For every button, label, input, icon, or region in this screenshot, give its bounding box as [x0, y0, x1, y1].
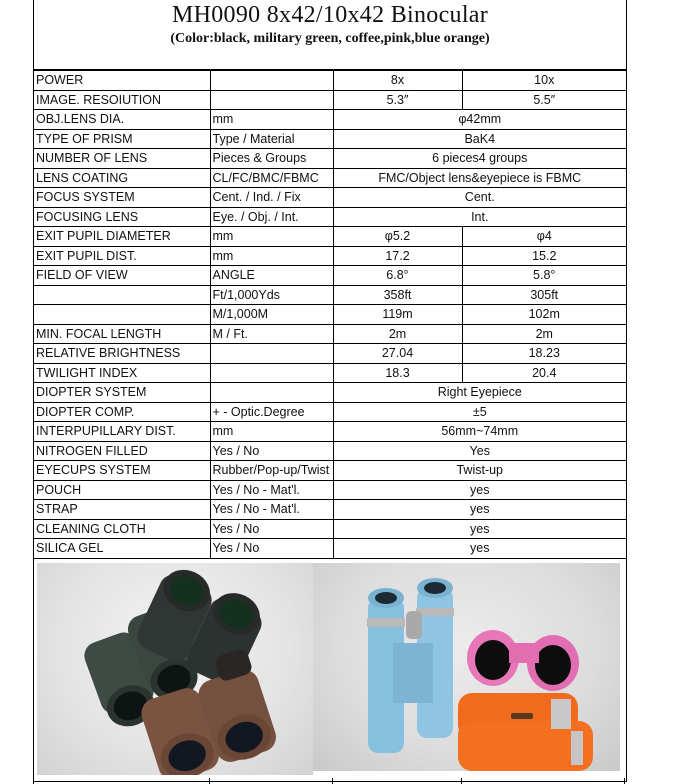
table-row: [34, 344, 626, 364]
spec-value: Right Eyepiece: [333, 383, 626, 403]
page-title: MH0090 8x42/10x42 Binocular: [171, 2, 489, 28]
spec-value: BaK4: [333, 129, 626, 149]
spec-label: DIOPTER SYSTEM: [34, 383, 210, 403]
spec-value: ±5: [333, 402, 626, 422]
title-box: [34, 0, 626, 70]
spec-value-10x: 5.5″: [462, 90, 626, 110]
spec-unit: [210, 344, 333, 364]
spec-label: CLEANING CLOTH: [34, 519, 210, 539]
table-row: [34, 207, 626, 227]
table-row: [34, 188, 626, 208]
spec-label: DIOPTER COMP.: [34, 402, 210, 422]
spec-value-10x: 15.2: [462, 246, 626, 266]
spec-unit: [210, 383, 333, 403]
spec-value: 6 pieces4 groups: [333, 149, 626, 169]
spec-label: EXIT PUPIL DIAMETER: [34, 227, 210, 247]
spec-value: FMC/Object lens&eyepiece is FBMC: [333, 168, 626, 188]
spec-unit: Type / Material: [210, 129, 333, 149]
spec-value-8x: 8x: [333, 71, 462, 91]
table-row: [34, 519, 626, 539]
spec-value: φ42mm: [333, 110, 626, 130]
spec-unit: Yes / No: [210, 539, 333, 559]
spec-value-10x: 305ft: [462, 285, 626, 305]
spec-unit: Pieces & Groups: [210, 149, 333, 169]
table-row: [34, 480, 626, 500]
spec-value-10x: 5.8°: [462, 266, 626, 286]
spec-label: TYPE OF PRISM: [34, 129, 210, 149]
next-table-row-edge: [33, 778, 625, 784]
table-row: [34, 266, 626, 286]
spec-value-10x: 20.4: [462, 363, 626, 383]
spec-unit: [210, 71, 333, 91]
spec-label: OBJ.LENS DIA.: [34, 110, 210, 130]
spec-value: yes: [333, 539, 626, 559]
table-row: [34, 285, 626, 305]
spec-label: RELATIVE BRIGHTNESS: [34, 344, 210, 364]
spec-value-8x: 27.04: [333, 344, 462, 364]
spec-label: IMAGE. RESOIUTION: [34, 90, 210, 110]
spec-unit: Cent. / Ind. / Fix: [210, 188, 333, 208]
spec-unit: Rubber/Pop-up/Twist: [210, 461, 333, 481]
table-row: [34, 129, 626, 149]
spec-unit: mm: [210, 110, 333, 130]
table-row: [34, 324, 626, 344]
spec-unit: mm: [210, 422, 333, 442]
spec-label: NUMBER OF LENS: [34, 149, 210, 169]
spec-unit: Yes / No: [210, 441, 333, 461]
table-row: [34, 461, 626, 481]
table-row: [34, 71, 626, 91]
spec-table: [34, 70, 626, 559]
table-row: [34, 305, 626, 325]
spec-value-8x: 17.2: [333, 246, 462, 266]
spec-unit: Ft/1,000Yds: [210, 285, 333, 305]
spec-unit: ANGLE: [210, 266, 333, 286]
spec-label: POWER: [34, 71, 210, 91]
spec-value-8x: 358ft: [333, 285, 462, 305]
spec-value: Yes: [333, 441, 626, 461]
spec-label: SILICA GEL: [34, 539, 210, 559]
spec-label: EXIT PUPIL DIST.: [34, 246, 210, 266]
spec-label: NITROGEN FILLED: [34, 441, 210, 461]
spec-value: Cent.: [333, 188, 626, 208]
spec-value-10x: 2m: [462, 324, 626, 344]
spec-label: FOCUS SYSTEM: [34, 188, 210, 208]
spec-unit: CL/FC/BMC/FBMC: [210, 168, 333, 188]
table-row: [34, 422, 626, 442]
spec-label: MIN. FOCAL LENGTH: [34, 324, 210, 344]
spec-value: Twist-up: [333, 461, 626, 481]
spec-unit: + - Optic.Degree: [210, 402, 333, 422]
spec-label: FOCUSING LENS: [34, 207, 210, 227]
spec-label: [34, 285, 210, 305]
table-row: [34, 500, 626, 520]
spec-unit: M / Ft.: [210, 324, 333, 344]
spec-value-10x: φ4: [462, 227, 626, 247]
spec-unit: Yes / No: [210, 519, 333, 539]
spec-unit: mm: [210, 227, 333, 247]
table-row: [34, 90, 626, 110]
spec-label: LENS COATING: [34, 168, 210, 188]
spec-value-8x: φ5.2: [333, 227, 462, 247]
photo-green-coffee-binoculars: [37, 563, 313, 775]
table-row: [34, 246, 626, 266]
spec-value: Int.: [333, 207, 626, 227]
table-row: [34, 110, 626, 130]
spec-unit: [210, 90, 333, 110]
spec-value-10x: 18.23: [462, 344, 626, 364]
table-row: [34, 149, 626, 169]
spec-label: POUCH: [34, 480, 210, 500]
binoculars-colorful-icon: [313, 563, 620, 771]
spec-value-8x: 18.3: [333, 363, 462, 383]
spec-value: 56mm~74mm: [333, 422, 626, 442]
spec-value-8x: 5.3″: [333, 90, 462, 110]
spec-value-8x: 2m: [333, 324, 462, 344]
spec-value: yes: [333, 500, 626, 520]
table-row: [34, 402, 626, 422]
spec-label: FIELD OF VIEW: [34, 266, 210, 286]
spec-unit: Eye. / Obj. / Int.: [210, 207, 333, 227]
table-row: [34, 441, 626, 461]
spec-value-8x: 6.8°: [333, 266, 462, 286]
binoculars-dark-icon: [37, 563, 313, 775]
spec-label: TWILIGHT INDEX: [34, 363, 210, 383]
photo-blue-pink-orange-binoculars: [313, 563, 620, 771]
table-row: [34, 539, 626, 559]
spec-unit: M/1,000M: [210, 305, 333, 325]
spec-label: INTERPUPILLARY DIST.: [34, 422, 210, 442]
spec-unit: [210, 363, 333, 383]
table-row: [34, 383, 626, 403]
spec-value-8x: 119m: [333, 305, 462, 325]
table-row: [34, 227, 626, 247]
spec-value-10x: 102m: [462, 305, 626, 325]
spec-label: EYECUPS SYSTEM: [34, 461, 210, 481]
spec-value: yes: [333, 480, 626, 500]
spec-unit: Yes / No - Mat'l.: [210, 500, 333, 520]
spec-value-10x: 10x: [462, 71, 626, 91]
table-row: [34, 363, 626, 383]
product-photos: [34, 559, 626, 782]
color-options: (Color:black, military green, coffee,pink,blue orange): [170, 31, 490, 46]
spec-value: yes: [333, 519, 626, 539]
spec-sheet: [33, 0, 627, 782]
spec-unit: Yes / No - Mat'l.: [210, 480, 333, 500]
table-row: [34, 168, 626, 188]
spec-label: [34, 305, 210, 325]
spec-unit: mm: [210, 246, 333, 266]
spec-label: STRAP: [34, 500, 210, 520]
